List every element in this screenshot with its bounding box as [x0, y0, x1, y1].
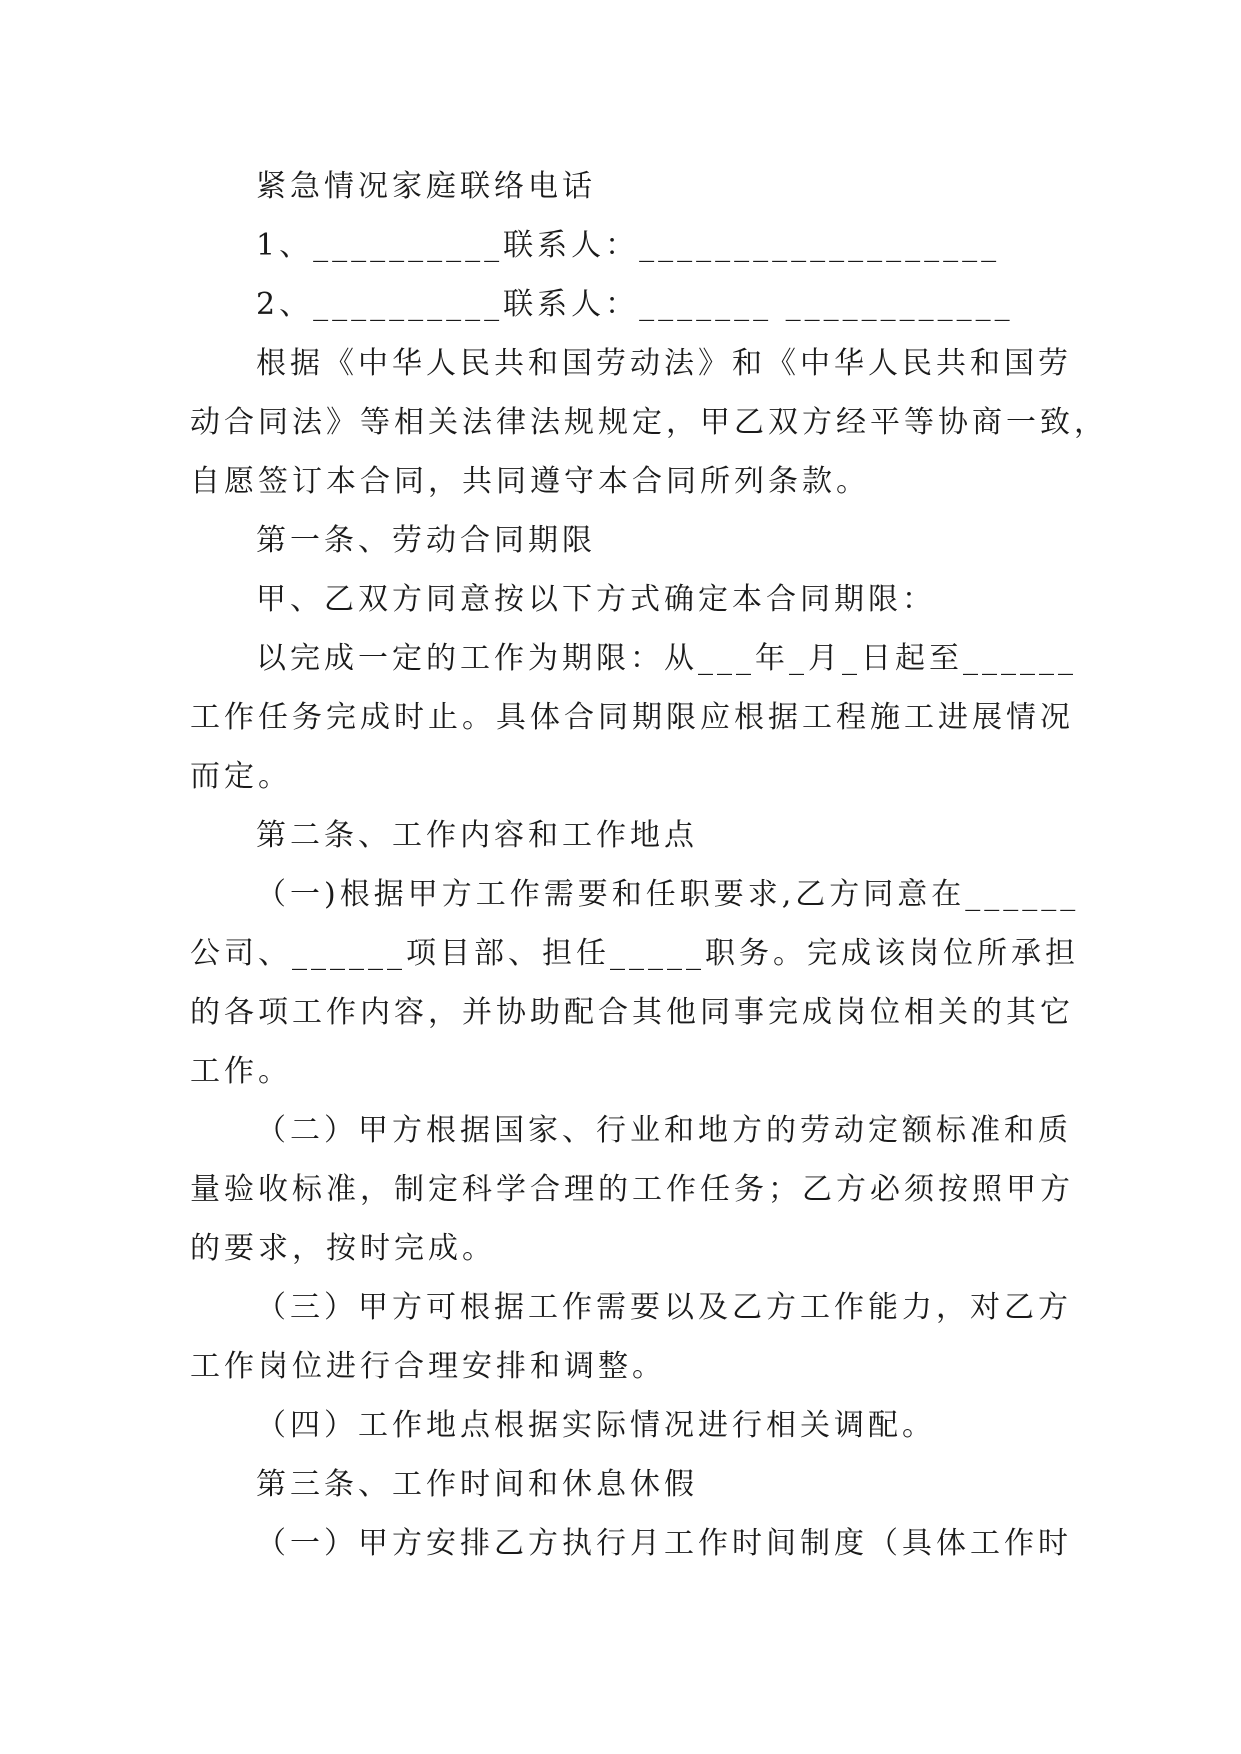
- article-heading: 第二条、工作内容和工作地点: [256, 818, 698, 853]
- paragraph-line: 的要求，按时完成。: [190, 1231, 496, 1266]
- heading-emergency-contact: 紧急情况家庭联络电话: [256, 169, 596, 204]
- article-heading: 第三条、工作时间和休息休假: [256, 1467, 698, 1502]
- paragraph-line: 量验收标准，制定科学合理的工作任务；乙方必须按照甲方: [190, 1172, 1074, 1207]
- paragraph-line: 的各项工作内容，并协助配合其他同事完成岗位相关的其它: [190, 995, 1074, 1030]
- paragraph-line: （二）甲方根据国家、行业和地方的劳动定额标准和质: [256, 1113, 1072, 1148]
- paragraph-line: 根据《中华人民共和国劳动法》和《中华人民共和国劳: [256, 346, 1072, 381]
- paragraph-line: 工作任务完成时止。具体合同期限应根据工程施工进展情况: [190, 700, 1074, 735]
- paragraph-line: 工作。: [190, 1054, 292, 1089]
- paragraph-line: 工作岗位进行合理安排和调整。: [190, 1349, 666, 1384]
- paragraph-line: 动合同法》等相关法律法规规定，甲乙双方经平等协商一致，: [190, 405, 1108, 440]
- contact-line-1: 1、__________联系人：___________________: [256, 228, 1001, 263]
- paragraph-line: 自愿签订本合同，共同遵守本合同所列条款。: [190, 464, 870, 499]
- paragraph-line: （三）甲方可根据工作需要以及乙方工作能力，对乙方: [256, 1290, 1072, 1325]
- paragraph-line: （一)根据甲方工作需要和任职要求,乙方同意在______: [256, 877, 1080, 912]
- paragraph-line: （一）甲方安排乙方执行月工作时间制度（具体工作时: [256, 1526, 1072, 1561]
- paragraph-line: （四）工作地点根据实际情况进行相关调配。: [256, 1408, 936, 1443]
- paragraph-line: 而定。: [190, 759, 292, 794]
- contact-line-2: 2、__________联系人：_______ ____________: [256, 287, 1014, 322]
- paragraph-line: 以完成一定的工作为期限：从___年_月_日起至______: [256, 641, 1077, 676]
- article-heading: 第一条、劳动合同期限: [256, 523, 596, 558]
- paragraph-line: 公司、______项目部、担任_____职务。完成该岗位所承担: [190, 936, 1079, 971]
- paragraph-line: 甲、乙双方同意按以下方式确定本合同期限：: [256, 582, 936, 617]
